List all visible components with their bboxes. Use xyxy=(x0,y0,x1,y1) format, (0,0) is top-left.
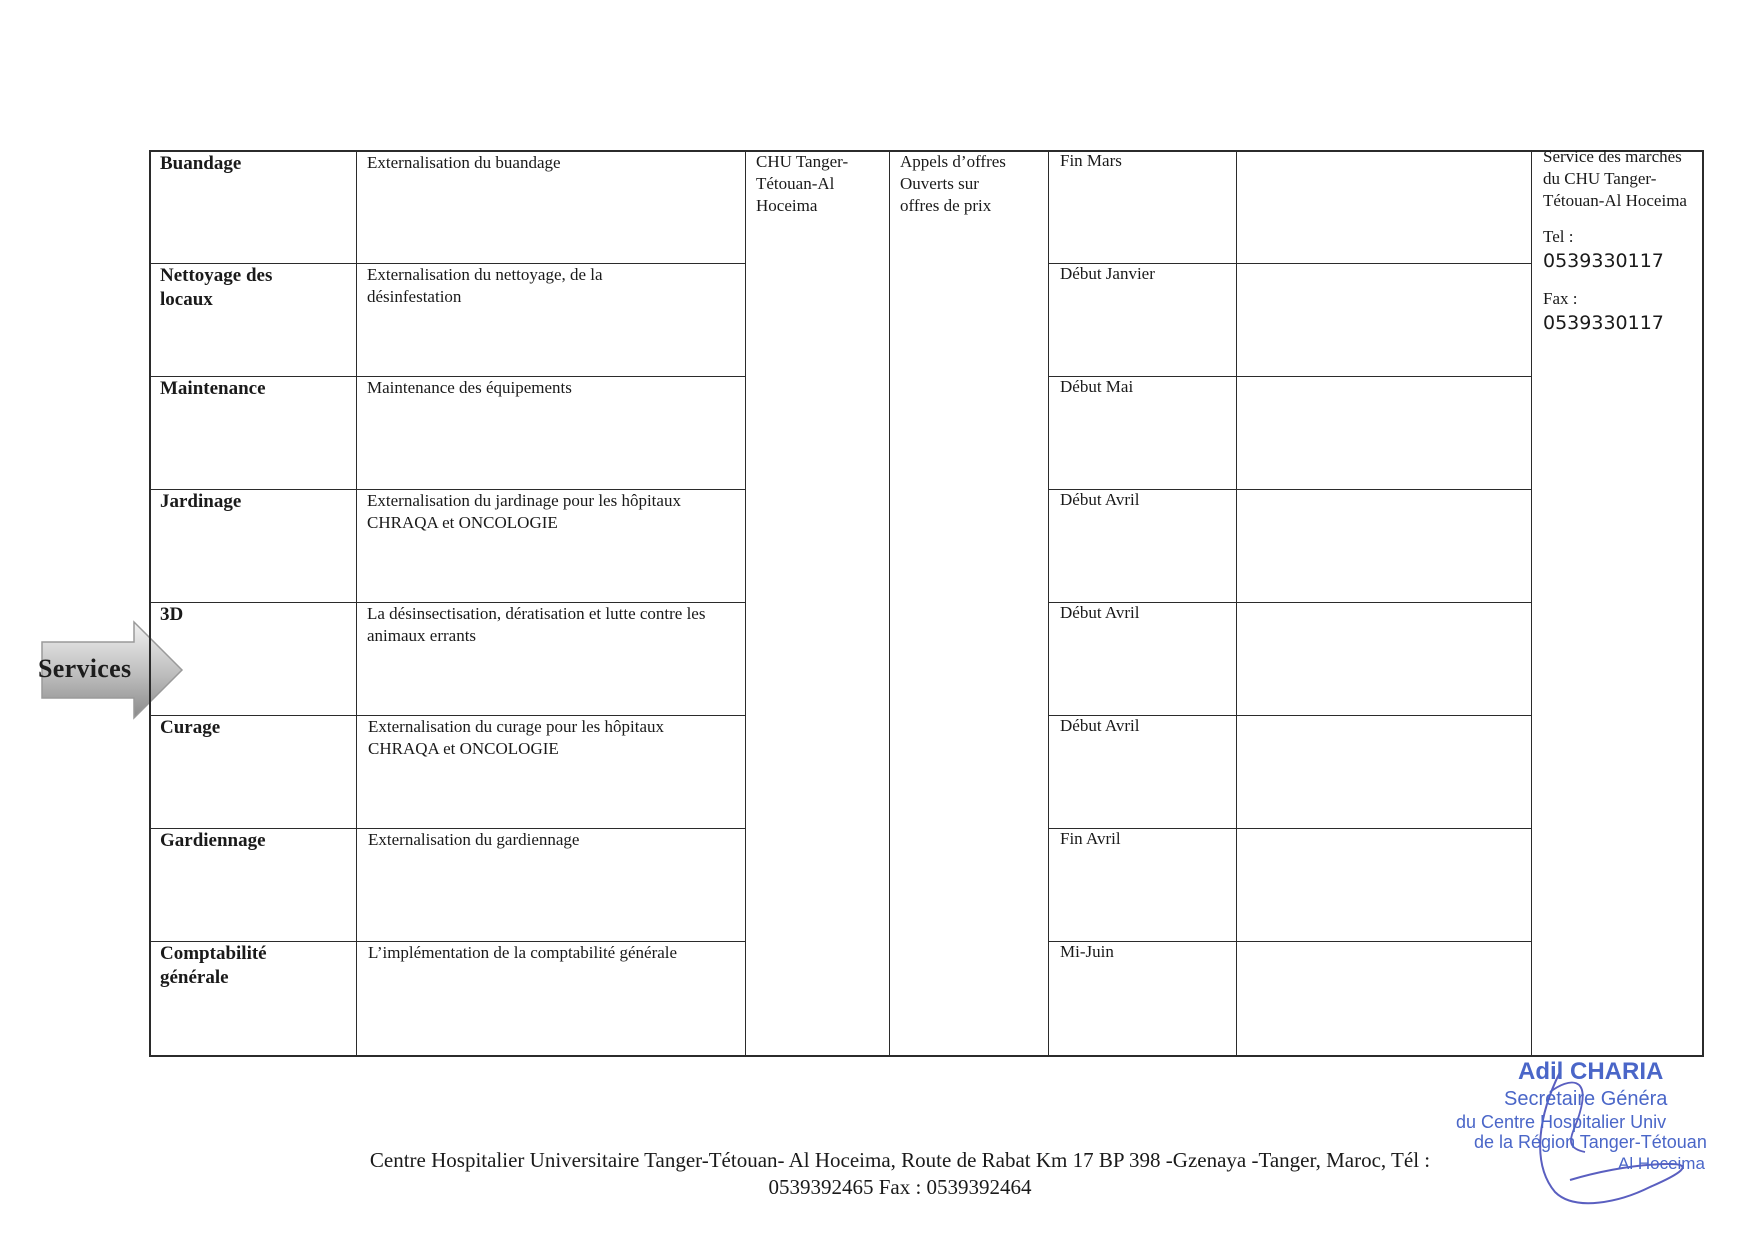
tel-label: Tel : xyxy=(1543,227,1574,246)
row-1-category: Buandage xyxy=(160,153,242,174)
row-5-description: La désinsectisation, dératisation et lutte contre les animaux errants xyxy=(367,604,706,645)
row-3-description: Maintenance des équipements xyxy=(367,378,572,397)
row-7-date: Fin Avril xyxy=(1060,829,1121,848)
row-3-category: Maintenance xyxy=(160,378,266,399)
stamp-region: de la Région Tanger-Tétouan xyxy=(1474,1132,1707,1152)
row-7-description: Externalisation du gardiennage xyxy=(368,830,580,849)
row-1-description: Externalisation du buandage xyxy=(367,153,561,172)
mode-cell: Appels d’offres Ouverts sur offres de prix xyxy=(900,152,1006,215)
row-4-description: Externalisation du jardinage pour les hôpitaux CHRAQA et ONCOLOGIE xyxy=(367,491,681,532)
fax-number: 0539330117 xyxy=(1543,312,1664,334)
row-8-description: L’implémentation de la comptabilité générale xyxy=(368,943,678,962)
organisme-cell: CHU Tanger-Tétouan-Al Hoceima xyxy=(756,152,849,215)
contact-cell xyxy=(1543,146,1698,336)
tel-number: 0539330117 xyxy=(1543,250,1664,272)
row-6-category: Curage xyxy=(160,717,221,738)
row-6-description: Externalisation du curage pour les hôpitaux CHRAQA et ONCOLOGIE xyxy=(368,717,664,758)
row-2-description: Externalisation du nettoyage, de la désinfestation xyxy=(367,265,603,306)
row-4-category: Jardinage xyxy=(160,491,242,512)
row-2-category: Nettoyage des locaux xyxy=(160,265,273,310)
stamp-title: Secrétaire Généra xyxy=(1504,1088,1668,1110)
row-2-date: Début Janvier xyxy=(1060,264,1155,283)
footer-line-1: Centre Hospitalier Universitaire Tanger-Tétouan- Al Hoceima, Route de Rabat Km 17 BP 398 -Gzenaya -Tanger, Maroc, Tél : xyxy=(369,1148,1431,1172)
row-7-category: Gardiennage xyxy=(160,830,266,851)
row-8-date: Mi-Juin xyxy=(1060,942,1114,961)
row-4-date: Début Avril xyxy=(1060,490,1140,509)
stamp-city: Al Hoceima xyxy=(1618,1154,1705,1173)
row-3-date: Début Mai xyxy=(1060,377,1134,396)
row-5-category: 3D xyxy=(160,604,184,625)
row-6-date: Début Avril xyxy=(1060,716,1140,735)
official-stamp xyxy=(1440,1052,1710,1212)
stamp-institution: du Centre Hospitalier Univ xyxy=(1456,1112,1667,1132)
col-line-3 xyxy=(889,150,890,1056)
fax-label: Fax : xyxy=(1543,289,1578,308)
row-1-date: Fin Mars xyxy=(1060,151,1122,170)
stamp-name: Adil CHARIA xyxy=(1518,1058,1664,1085)
footer-line-2: 0539392465 Fax : 0539392464 xyxy=(768,1175,1032,1199)
footer-address xyxy=(300,1147,1500,1201)
table-border-right xyxy=(1702,150,1704,1056)
contact-service: Service des marchés du CHU Tanger-Tétouan-Al Hoceima xyxy=(1543,147,1687,210)
row-8-category: Comptabilité générale xyxy=(160,943,267,988)
row-5-date: Début Avril xyxy=(1060,603,1140,622)
services-label: Services xyxy=(38,654,132,683)
